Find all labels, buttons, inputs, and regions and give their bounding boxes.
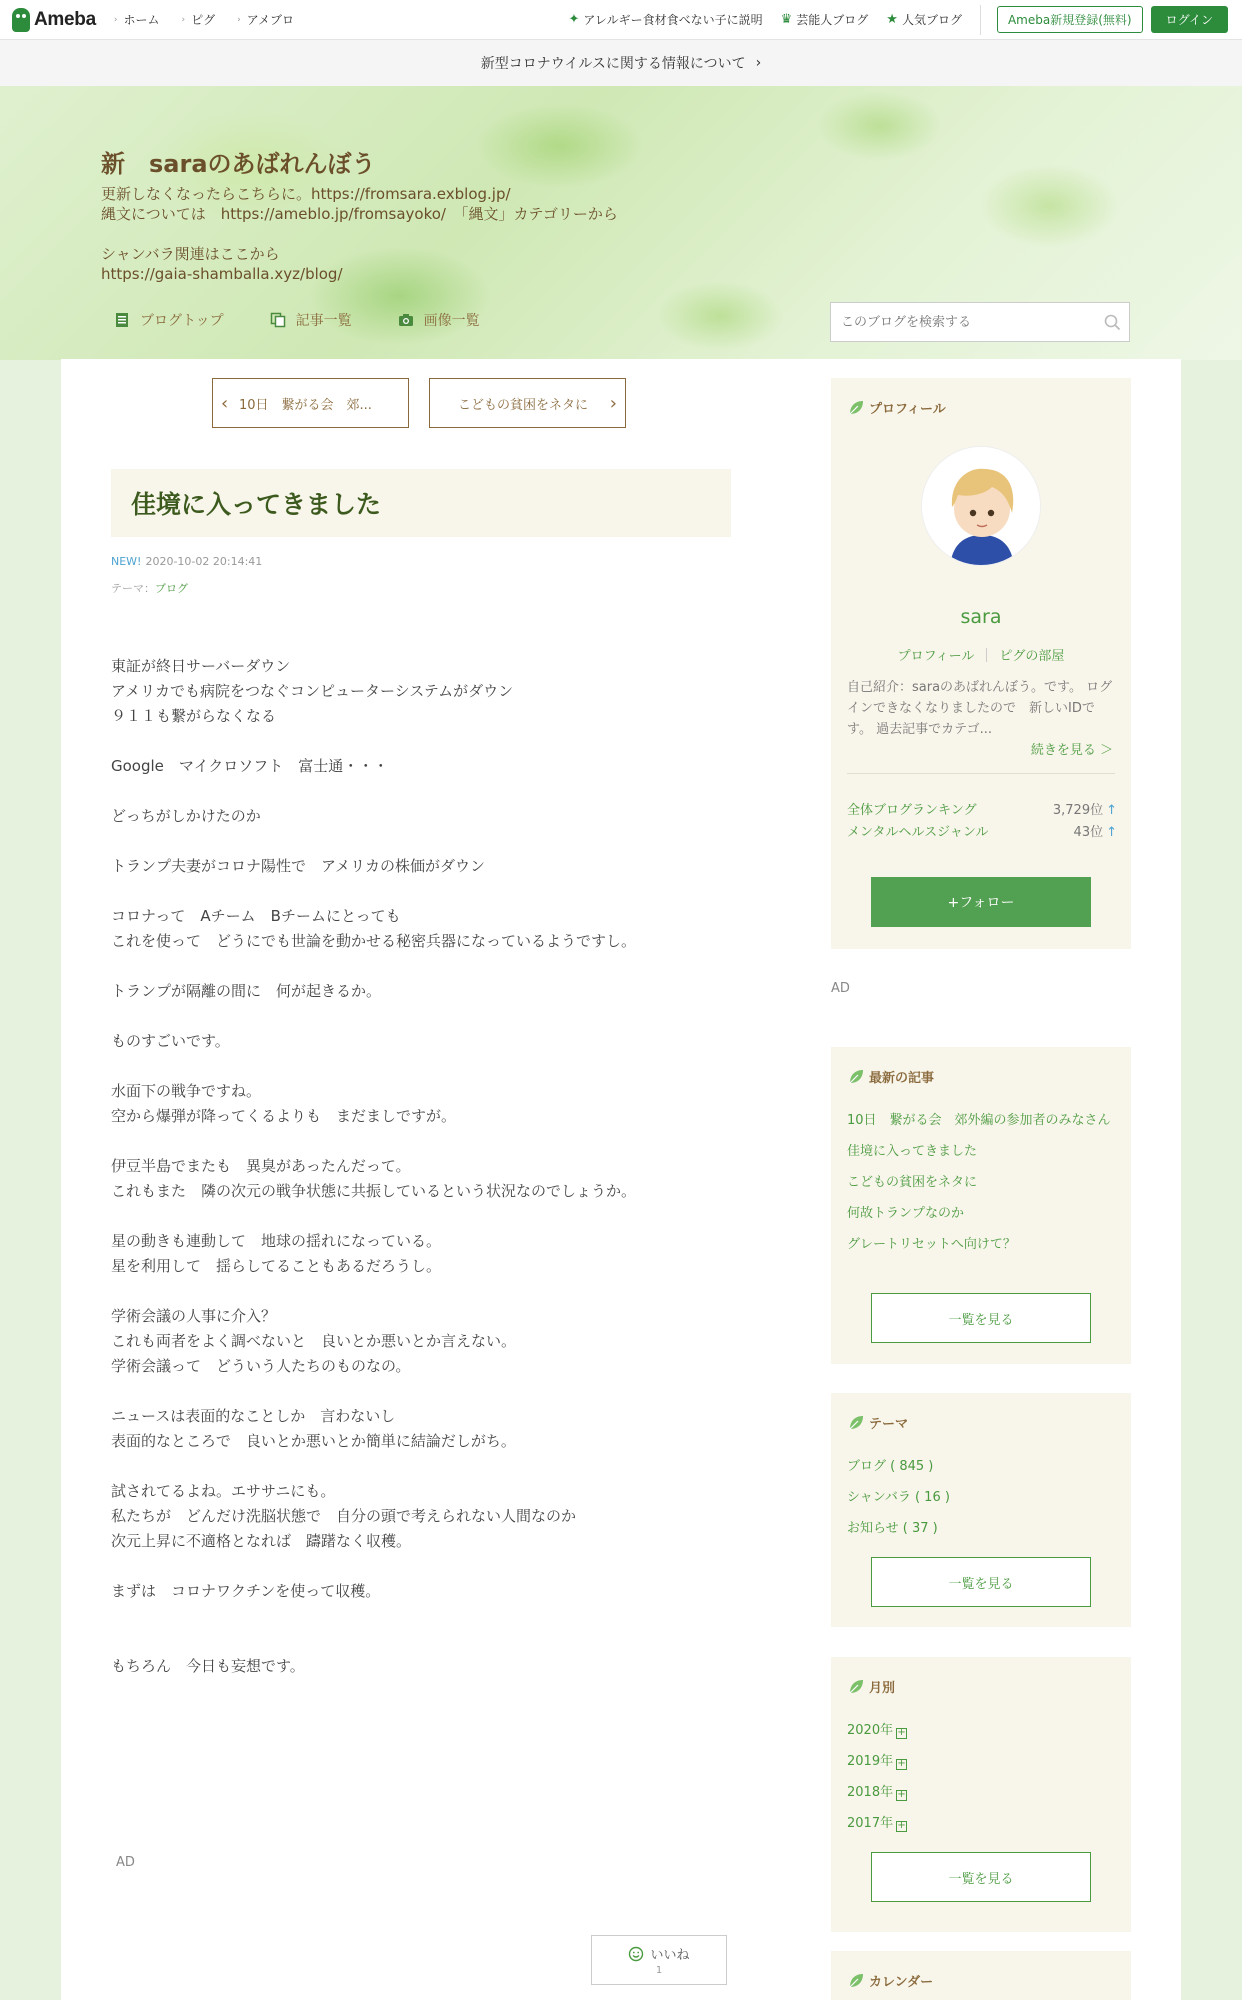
chevron-right-icon: › (181, 14, 186, 25)
entry-date: 2020-10-02 20:14:41 (145, 555, 263, 568)
body-line: 東証が終日サーバーダウン (111, 657, 291, 675)
header-right (550, 5, 1242, 35)
search-icon[interactable] (1095, 314, 1129, 331)
like-label: いいね (650, 1948, 690, 1963)
body-line: Google マイクロソフト 富士通・・・ (111, 757, 389, 775)
next-entry-button[interactable] (429, 378, 626, 428)
description-line: https://gaia-shamballa.xyz/blog/ (101, 265, 343, 283)
theme-item-link[interactable]: シャンバラ ( 16 ) (847, 1490, 950, 1505)
entry-theme (111, 580, 188, 596)
blog-description (101, 184, 801, 284)
read-more-link[interactable]: 続きを見る ＞ (1030, 743, 1113, 758)
body-line (111, 829, 731, 854)
year-item[interactable] (847, 1752, 1122, 1771)
body-line: まずは コロナワクチンを使って収穫。 (111, 1582, 381, 1600)
body-line (111, 1454, 731, 1479)
ranking-label[interactable]: メンタルヘルスジャンル (847, 825, 989, 840)
ranking-row (847, 821, 1117, 840)
avatar-image (922, 447, 1041, 566)
link-label: 芸能人ブログ (796, 13, 869, 27)
body-line (111, 1054, 731, 1079)
body-line: アメリカでも病院をつなぐコンピューターシステムがダウン (111, 682, 514, 700)
heading-label: プロフィール (869, 402, 946, 417)
entry-meta (111, 555, 262, 568)
body-line: 伊豆半島でまたも 異臭があったんだって。 (111, 1157, 411, 1175)
profile-links (831, 645, 1131, 664)
nav-label: 記事一覧 (295, 313, 352, 329)
trending-topic-link[interactable] (568, 11, 762, 28)
crown-icon: ♛ (780, 12, 793, 27)
theme-link[interactable]: ブログ (155, 582, 188, 595)
ameba-logo[interactable] (12, 8, 96, 32)
nav-pigg[interactable] (181, 11, 215, 28)
profile-link[interactable]: プロフィール (897, 649, 975, 664)
nav-label: ホーム (123, 13, 160, 27)
new-badge: NEW! (111, 555, 142, 568)
recent-entry-link[interactable]: グレートリセットへ向けて？ (847, 1237, 1016, 1252)
body-line (111, 879, 731, 904)
entry-body (111, 654, 731, 1679)
divider (847, 773, 1115, 774)
leaf-icon (847, 1068, 865, 1086)
body-line: 試されてるよね。エササニにも。 (111, 1482, 336, 1500)
ranking-value: 43位 (1073, 825, 1104, 840)
profile-name[interactable]: sara (960, 606, 1002, 628)
leaf-icon (847, 399, 865, 417)
profile-intro: 自己紹介：saraのあばれんぼう。です。 ログインできなくなりましたので 新しいIDです。 過去記事でカテゴ... (847, 680, 1113, 737)
year-label: 2019年 (847, 1754, 894, 1769)
view-all-themes-button[interactable]: 一覧を見る (871, 1557, 1091, 1607)
ranking-label[interactable]: 全体ブログランキング (847, 803, 977, 818)
image-list-link[interactable] (398, 310, 480, 330)
year-item[interactable] (847, 1783, 1122, 1802)
body-line (111, 1204, 731, 1229)
heading-label: 最新の記事 (869, 1071, 935, 1086)
nav-label: 画像一覧 (423, 313, 480, 329)
year-item[interactable] (847, 1814, 1122, 1833)
theme-label: テーマ： (111, 582, 155, 595)
notice-text: 新型コロナウイルスに関する情報について (480, 56, 746, 72)
chevron-right-icon: › (755, 55, 762, 71)
login-button[interactable]: ログイン (1151, 6, 1228, 33)
profile-panel (831, 378, 1131, 949)
view-all-entries-button[interactable]: 一覧を見る (871, 1293, 1091, 1343)
like-button[interactable] (591, 1935, 727, 1985)
body-line: 表面的なところで 良いとか悪いとか簡単に結論だしがち。 (111, 1432, 516, 1450)
logo-text: Ameba (34, 8, 96, 30)
body-line: 星を利用して 揺らしてることもあるだろうし。 (111, 1257, 442, 1275)
expand-plus-icon[interactable]: + (897, 1727, 906, 1738)
description-line: 更新しなくなったらこちらに。https://fromsara.exblog.jp/ (101, 185, 511, 203)
description-line: シャンバラ関連はここから (101, 245, 280, 263)
article-list-link[interactable] (270, 310, 352, 330)
entry-title[interactable]: 佳境に入ってきました (131, 490, 382, 519)
sparkle-icon: ✦ (568, 12, 580, 27)
heading-label: テーマ (869, 1417, 909, 1432)
ad-label: AD (831, 981, 850, 996)
body-line: ９１１も繋がらなくなる (111, 707, 277, 725)
chevron-right-icon: › (113, 14, 118, 25)
heading-label: カレンダー (869, 1975, 934, 1990)
expand-plus-icon[interactable]: + (897, 1789, 906, 1800)
ranking-row (847, 799, 1117, 818)
chevron-right-icon: › (609, 393, 617, 414)
body-line: これもまた 隣の次元の戦争状態に共振しているという状況なのでしょうか。 (111, 1182, 637, 1200)
covid-notice-link[interactable] (0, 40, 1242, 86)
copy-icon (270, 312, 286, 328)
body-line: 学術会議の人事に介入？ (111, 1307, 277, 1325)
year-item[interactable] (847, 1721, 1122, 1740)
body-line: ものすごいです。 (111, 1032, 230, 1050)
body-line (111, 1004, 731, 1029)
ranking-value: 3,729位 (1052, 803, 1104, 818)
body-line: これも両者をよく調べないと 良いとか悪いとか言えない。 (111, 1332, 517, 1350)
link-label: アレルギー食材食べない子に説明 (583, 13, 763, 27)
theme-item-link[interactable]: お知らせ ( 37 ) (847, 1521, 938, 1536)
body-line: 空から爆弾が降ってくるよりも まだましですが。 (111, 1107, 457, 1125)
body-line: 学術会議って どういう人たちのものなの。 (111, 1357, 411, 1375)
prev-entry-button[interactable] (212, 378, 409, 428)
year-label: 2020年 (847, 1723, 894, 1738)
body-line (111, 1629, 731, 1654)
arrow-up-icon: ↑ (1106, 825, 1117, 840)
like-top (628, 1944, 689, 1963)
theme-item-link[interactable]: ブログ ( 845 ) (847, 1459, 934, 1474)
body-line (111, 954, 731, 979)
year-label: 2017年 (847, 1816, 894, 1831)
global-nav (114, 11, 316, 28)
year-label: 2018年 (847, 1785, 894, 1800)
expand-plus-icon[interactable]: + (897, 1758, 906, 1769)
prev-entry-label: 10日 繋がる会 郊... (239, 397, 372, 413)
smile-icon (628, 1946, 644, 1962)
recent-entry-link[interactable]: 何故トランプなのか (847, 1206, 965, 1221)
blog-top-link[interactable] (114, 310, 224, 330)
chevron-left-icon: ‹ (221, 393, 229, 414)
monthly-archive-panel (831, 1657, 1131, 1932)
profile-heading (847, 398, 946, 417)
description-line: 縄文については https://ameblo.jp/fromsayoko/ 「縄文」カテゴリーから (101, 205, 618, 223)
camera-icon (398, 312, 414, 328)
monthly-list (847, 1721, 1122, 1845)
body-line (111, 779, 731, 804)
follow-button[interactable]: +フォロー (871, 877, 1091, 927)
arrow-up-icon: ↑ (1106, 803, 1117, 818)
global-header (0, 0, 1242, 40)
body-line: トランプ夫妻がコロナ陽性で アメリカの株価がダウン (111, 857, 485, 875)
blog-title[interactable]: 新 saraのあばれんぼう (101, 150, 376, 178)
body-line: 次元上昇に不適格となれば 躊躇なく収穫。 (111, 1532, 412, 1550)
recent-list (847, 1111, 1122, 1266)
body-line: 私たちが どんだけ洗脳状態で 自分の頭で考えられない人間なのか (111, 1507, 577, 1525)
body-line: これを使って どうにでも世論を動かせる秘密兵器になっているようですし。 (111, 932, 637, 950)
recent-entry-link[interactable]: 佳境に入ってきました (847, 1144, 978, 1159)
themes-heading (847, 1413, 908, 1432)
nav-label: ピグ (191, 13, 216, 27)
body-line: 水面下の戦争ですね。 (111, 1082, 262, 1100)
body-line: トランプが隔離の間に 何が起きるか。 (111, 982, 382, 1000)
nav-label: アメブロ (246, 13, 294, 27)
body-line (111, 1129, 731, 1154)
search-input[interactable] (831, 315, 1095, 330)
body-line: どっちがしかけたのか (111, 807, 261, 825)
popular-blog-link[interactable] (886, 11, 962, 28)
link-label: 人気ブログ (901, 13, 962, 27)
register-button[interactable]: Ameba新規登録(無料) (997, 6, 1143, 33)
themes-panel (831, 1393, 1131, 1627)
like-count: 1 (655, 1965, 663, 1976)
ad-label: AD (116, 1855, 135, 1870)
blog-search (830, 302, 1130, 342)
divider (986, 648, 987, 662)
calendar-panel (831, 1951, 1131, 2000)
blog-header (0, 86, 1242, 360)
entry-pager (212, 378, 626, 428)
heading-label: 月別 (869, 1681, 896, 1696)
leaf-icon (847, 1678, 865, 1696)
body-line: ニュースは表面的なことしか 言わないし (111, 1407, 396, 1425)
star-icon: ★ (886, 12, 898, 27)
divider (980, 5, 981, 35)
expand-plus-icon[interactable]: + (897, 1820, 906, 1831)
chevron-right-icon: › (237, 14, 241, 25)
body-line: もちろん 今日も妄想です。 (111, 1657, 305, 1675)
main-container (61, 359, 1181, 2000)
body-line (111, 1279, 731, 1304)
view-all-months-button[interactable]: 一覧を見る (871, 1852, 1091, 1902)
body-line: コロナって Aチーム Bチームにとっても (111, 907, 401, 925)
themes-list (847, 1457, 1122, 1550)
calendar-heading (847, 1971, 933, 1990)
body-line (111, 1379, 731, 1404)
nav-label: ブログトップ (140, 313, 224, 329)
blog-nav (114, 310, 526, 330)
next-entry-label: こどもの貧困をネタに (458, 397, 589, 413)
celebrity-blog-link[interactable] (781, 11, 869, 28)
recent-entry-link[interactable]: こどもの貧困をネタに (847, 1175, 978, 1190)
recent-heading (847, 1067, 934, 1086)
monthly-heading (847, 1677, 895, 1696)
leaf-icon (847, 1972, 865, 1990)
pigg-room-link[interactable]: ピグの部屋 (999, 649, 1065, 664)
description-line (101, 224, 801, 244)
document-icon (114, 312, 130, 328)
nav-ameblo[interactable] (237, 11, 294, 28)
ameba-logo-icon (12, 8, 30, 32)
body-line (111, 729, 731, 754)
recent-entry-link[interactable]: 10日 繋がる会 郊外編の参加者のみなさん (847, 1113, 1111, 1128)
leaf-icon (847, 1414, 865, 1432)
avatar[interactable] (921, 446, 1041, 566)
body-line (111, 1554, 731, 1579)
recent-entries-panel (831, 1047, 1131, 1364)
body-line: 星の動きも連動して 地球の揺れになっている。 (111, 1232, 442, 1250)
nav-home[interactable] (114, 11, 160, 28)
entry-title-box (111, 469, 731, 537)
body-line (111, 1604, 731, 1629)
